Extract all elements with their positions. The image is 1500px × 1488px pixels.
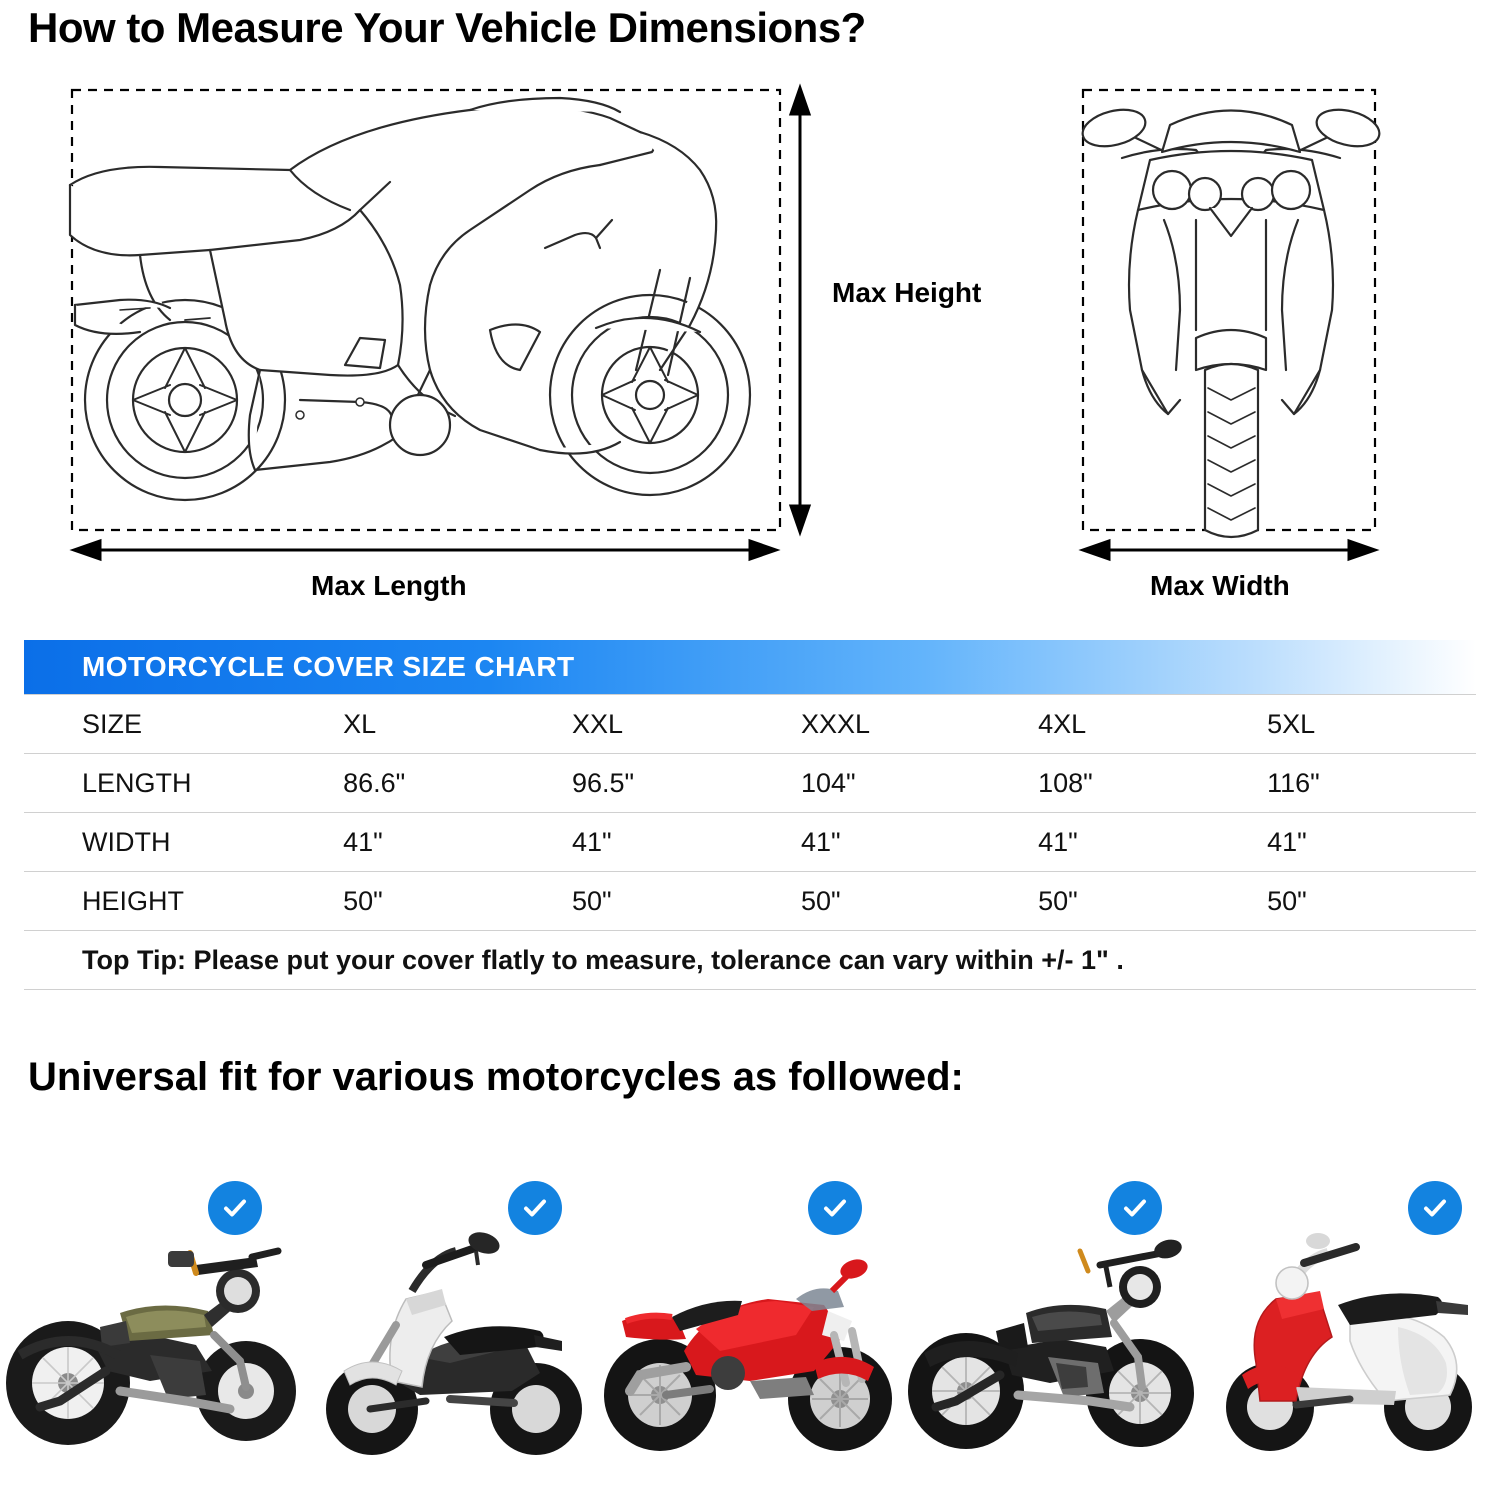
size-chart xyxy=(24,640,1476,990)
compatible-motorcycles-row xyxy=(0,1165,1500,1485)
size-chart-header-text: MOTORCYCLE COVER SIZE CHART xyxy=(82,651,575,682)
motorcycle-item-vespa xyxy=(1200,1165,1500,1485)
row-label: HEIGHT xyxy=(24,872,323,931)
cell: 50" xyxy=(1018,872,1247,931)
table-row xyxy=(24,813,1476,872)
motorcycle-item-sportbike-red xyxy=(600,1165,900,1485)
table-row xyxy=(24,754,1476,813)
check-icon xyxy=(1408,1181,1462,1235)
vespa-illustration xyxy=(1200,1195,1500,1475)
cell: 4XL xyxy=(1018,695,1247,754)
universal-fit-title: Universal fit for various motorcycles as followed: xyxy=(28,1055,964,1099)
cell: 86.6" xyxy=(323,754,552,813)
cell: 41" xyxy=(1018,813,1247,872)
motorcycle-item-scooter-black xyxy=(300,1165,600,1485)
cruiser-illustration xyxy=(0,1195,300,1475)
cell: XXXL xyxy=(781,695,1018,754)
measurement-diagram xyxy=(0,70,1500,630)
diagram-svg xyxy=(0,70,1500,630)
row-label: SIZE xyxy=(24,695,323,754)
size-chart-header xyxy=(24,640,1476,694)
cell: 41" xyxy=(552,813,781,872)
sportbike-illustration xyxy=(600,1195,900,1475)
label-max-width: Max Width xyxy=(1150,570,1290,601)
check-icon xyxy=(208,1181,262,1235)
motorcycle-item-cruiser-black xyxy=(900,1165,1200,1485)
cell: 41" xyxy=(781,813,1018,872)
page-title: How to Measure Your Vehicle Dimensions? xyxy=(28,4,866,51)
cell: 96.5" xyxy=(552,754,781,813)
label-max-length: Max Length xyxy=(311,570,467,601)
black-cruiser-illustration xyxy=(900,1195,1200,1475)
top-tip-text: Top Tip: Please put your cover flatly to measure, tolerance can vary within +/- 1" . xyxy=(24,931,1476,990)
cell: 50" xyxy=(781,872,1018,931)
cell: 5XL xyxy=(1247,695,1476,754)
label-max-height: Max Height xyxy=(832,277,982,308)
scooter-illustration xyxy=(300,1195,600,1475)
cell: 116" xyxy=(1247,754,1476,813)
cell: 104" xyxy=(781,754,1018,813)
cell: 50" xyxy=(552,872,781,931)
row-label: WIDTH xyxy=(24,813,323,872)
cell: 108" xyxy=(1018,754,1247,813)
cell: 41" xyxy=(323,813,552,872)
check-icon xyxy=(808,1181,862,1235)
check-icon xyxy=(1108,1181,1162,1235)
cell: 50" xyxy=(1247,872,1476,931)
cell: 50" xyxy=(323,872,552,931)
check-icon xyxy=(508,1181,562,1235)
cell: 41" xyxy=(1247,813,1476,872)
cell: XXL xyxy=(552,695,781,754)
size-chart-table xyxy=(24,694,1476,990)
cell: XL xyxy=(323,695,552,754)
table-row xyxy=(24,872,1476,931)
row-label: LENGTH xyxy=(24,754,323,813)
motorcycle-item-cruiser xyxy=(0,1165,300,1485)
tip-row xyxy=(24,931,1476,990)
table-row xyxy=(24,695,1476,754)
